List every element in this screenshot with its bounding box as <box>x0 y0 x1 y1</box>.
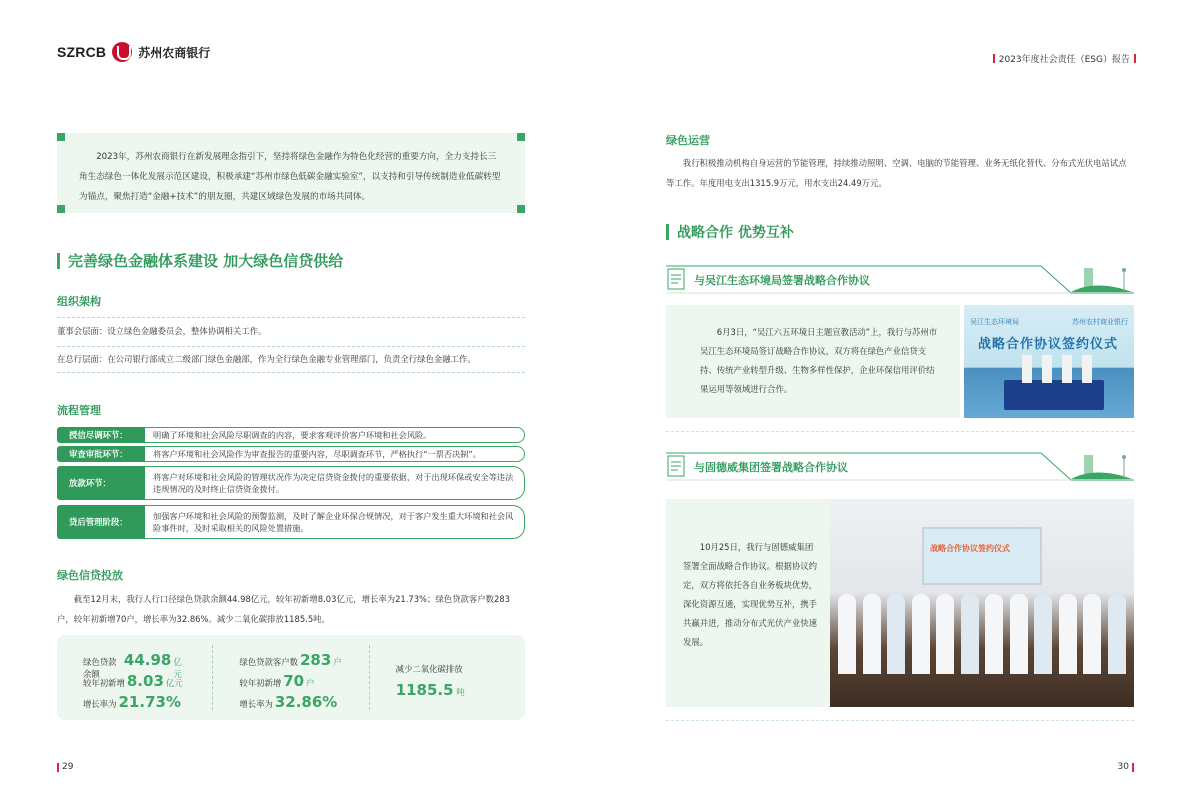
stat-value: 32.86% <box>274 693 338 711</box>
logo-english: SZRCB <box>57 44 107 60</box>
ops-title: 绿色运营 <box>666 134 710 147</box>
process-label: 放款环节： <box>57 466 145 500</box>
process-row <box>57 446 525 462</box>
section-title-green-finance: 完善绿色金融体系建设 加大绿色信贷供给 <box>57 250 343 271</box>
org-line-head-office: 在总行层面：在公司银行部成立二级部门绿色金融部，作为全行绿色金融专业管理部门，负责全行绿色金融工作。 <box>57 354 476 364</box>
process-title: 流程管理 <box>57 404 101 417</box>
org-line-board: 董事会层面：设立绿色金融委员会，整体协调相关工作。 <box>57 326 267 336</box>
process-text: 将客户环境和社会风险作为审查报告的重要内容，尽职调查环节，严格执行“一票否决制”。 <box>145 446 525 462</box>
report-title <box>993 52 1136 65</box>
section-title-cooperation: 战略合作 优势互补 <box>666 222 794 242</box>
stats-column-co2: 减少二氧化碳排放 1185.5 吨 <box>369 645 525 710</box>
stats-column-customers: 绿色贷款客户数 283 户 较年初新增 70 户 增长率为 32.86% <box>212 645 368 710</box>
report-title-text: 2023年度社会责任（ESG）报告 <box>998 55 1130 65</box>
stat-value: 70 <box>283 672 305 690</box>
stat-value: 44.98 <box>123 651 172 669</box>
process-row <box>57 505 525 539</box>
process-label: 贷后管理阶段： <box>57 505 145 539</box>
process-row <box>57 466 525 500</box>
stat-value: 8.03 <box>126 672 164 690</box>
process-label: 授信尽调环节： <box>57 427 145 443</box>
coop-text: 6月3日，“吴江六五环境日主题宣教活动”上，我行与苏州市吴江生态环境局签订战略合作协议，双方将在绿色产业信贷支持、传统产业转型升级、生物多样性保护，企业环保信用评价结果运用等领域进行合作。 <box>700 327 938 394</box>
loans-title: 绿色信贷投放 <box>57 569 123 582</box>
ops-text: 我行积极推动机构自身运营的节能管理，持续推动照明、空调、电脑的节能管理、业务无纸化替代、分布式光伏电站试点等工作。年度用电支出1315.9万元，用水支出24.49万元。 <box>666 158 1127 188</box>
coop-title: 与固德威集团签署战略合作协议 <box>694 461 848 474</box>
signing-photo-wujiang: 吴江生态环境局 苏州农村商业银行 战略合作协议签约仪式 <box>964 305 1134 418</box>
signing-photo-goodwe: 战略合作协议签约仪式 <box>830 499 1134 707</box>
bank-logo <box>57 42 210 62</box>
coop-title: 与吴江生态环境局签署战略合作协议 <box>694 274 870 287</box>
page-number-right: 30 <box>1118 762 1134 772</box>
loans-text: 截至12月末，我行人行口径绿色贷款余额44.98亿元，较年初新增8.03亿元，增长率为21.73%；绿色贷款客户数283户，较年初新增70户，增长率为32.86%。减少二氧化碳排放1185.5吨。 <box>57 594 510 624</box>
process-text: 加强客户环境和社会风险的预警监测，及时了解企业环保合规情况，对于客户发生重大环境和社会风险事件时，及时采取相关的风险处置措施。 <box>145 505 525 539</box>
stat-value: 1185.5 <box>395 681 454 699</box>
process-text: 将客户对环境和社会风险的管理状况作为决定信贷资金拨付的重要依据，对于出现环保或安全等违法违规情况的及时终止信贷资金拨付。 <box>145 466 525 500</box>
process-text: 明确了环境和社会风险尽职调查的内容，要求客观评价客户环境和社会风险。 <box>145 427 525 443</box>
stat-value: 21.73% <box>118 693 181 711</box>
intro-box <box>57 133 525 213</box>
stat-value: 283 <box>299 651 332 669</box>
intro-text: 2023年，苏州农商银行在新发展理念指引下，坚持将绿色金融作为特色化经营的重要方向，全力支持长三角生态绿色一体化发展示范区建设，积极承建“苏州市绿色低碳金融实验室”，以支持和引导传统制造业低碳转型为锚点，聚焦打造“金融+技术”的朋友圈，共建区域绿色发展的市场共同体。 <box>79 152 501 202</box>
coop-banner-goodwe <box>666 452 1134 482</box>
stats-column-balance: 绿色贷款余额 44.98 亿元 较年初新增 8.03 亿元 增长率为 21.73% <box>83 651 183 711</box>
org-title: 组织架构 <box>57 295 101 308</box>
page-number-left: 29 <box>57 762 73 772</box>
coop-text: 10月25日，我行与固德威集团签署全面战略合作协议。根据协议约定，双方将依托各自业务板块优势，深化资源互通，实现优势互补，携手共赢并进，推动分布式光伏产业快速发展。 <box>683 542 817 647</box>
stats-box <box>57 635 525 720</box>
logo-chinese: 苏州农商银行 <box>138 45 211 60</box>
coop-banner-wujiang <box>666 265 1134 295</box>
process-label: 审查审批环节： <box>57 446 145 462</box>
logo-mark-icon <box>112 42 132 62</box>
process-row <box>57 427 525 443</box>
